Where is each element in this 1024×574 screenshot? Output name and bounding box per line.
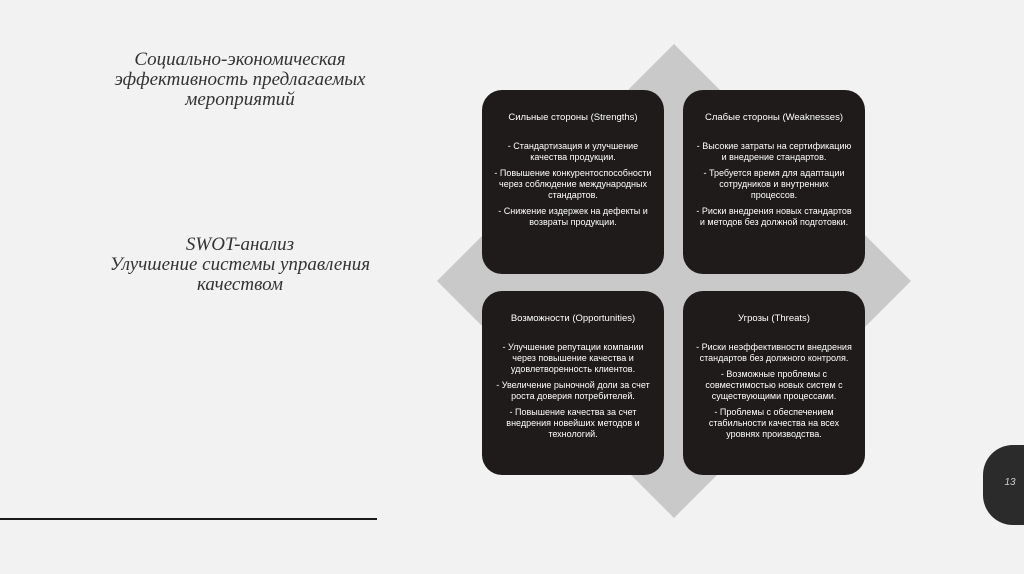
swot-threats-box [683,291,865,475]
page-number: 13 [1004,477,1016,488]
weaknesses-item: - Требуется время для адаптации сотрудников и внутренних процессов. [703,168,845,200]
strengths-item: - Стандартизация и улучшение качества продукции. [507,141,639,162]
threats-title: Угрозы (Threats) [738,313,810,324]
weaknesses-title: Слабые стороны (Weaknesses) [705,112,843,123]
threats-item: - Возможные проблемы с совместимостью новых систем с существующими процессами. [705,369,843,401]
heading-line: Социально-экономическая [134,49,346,70]
strengths-item: - Повышение конкурентоспособности через соблюдение международных стандартов. [494,168,652,200]
slide-subheading [60,235,420,295]
swot-weaknesses-box [683,90,865,274]
opportunities-item: - Улучшение репутации компании через повышение качества и удовлетворенность клиентов. [502,342,644,374]
divider-line [0,518,377,520]
weaknesses-item: - Высокие затраты на сертификацию и внедрение стандартов. [696,141,852,162]
subheading-line: Улучшение системы управления [109,254,371,275]
threats-item: - Проблемы с обеспечением стабильности качества на всех уровнях производства. [708,407,840,439]
heading-line: мероприятий [185,89,295,110]
slide-heading [60,50,420,110]
strengths-item: - Снижение издержек на дефекты и возвраты продукции. [498,206,648,227]
opportunities-title: Возможности (Opportunities) [510,313,636,324]
subheading-line: SWOT-анализ [185,234,295,255]
threats-item: - Риски неэффективности внедрения стандартов без должного контроля. [696,342,852,363]
weaknesses-item: - Риски внедрения новых стандартов и методов без должной подготовки. [696,206,852,227]
opportunities-item: - Увеличение рыночной доли за счет роста доверия потребителей. [496,380,650,401]
subheading-line: качеством [197,274,283,295]
strengths-title: Сильные стороны (Strengths) [508,112,638,123]
heading-line: эффективность предлагаемых [114,69,366,90]
opportunities-item: - Повышение качества за счет внедрения новейших методов и технологий. [506,407,640,439]
swot-opportunities-box [482,291,664,475]
swot-strengths-box [482,90,664,274]
